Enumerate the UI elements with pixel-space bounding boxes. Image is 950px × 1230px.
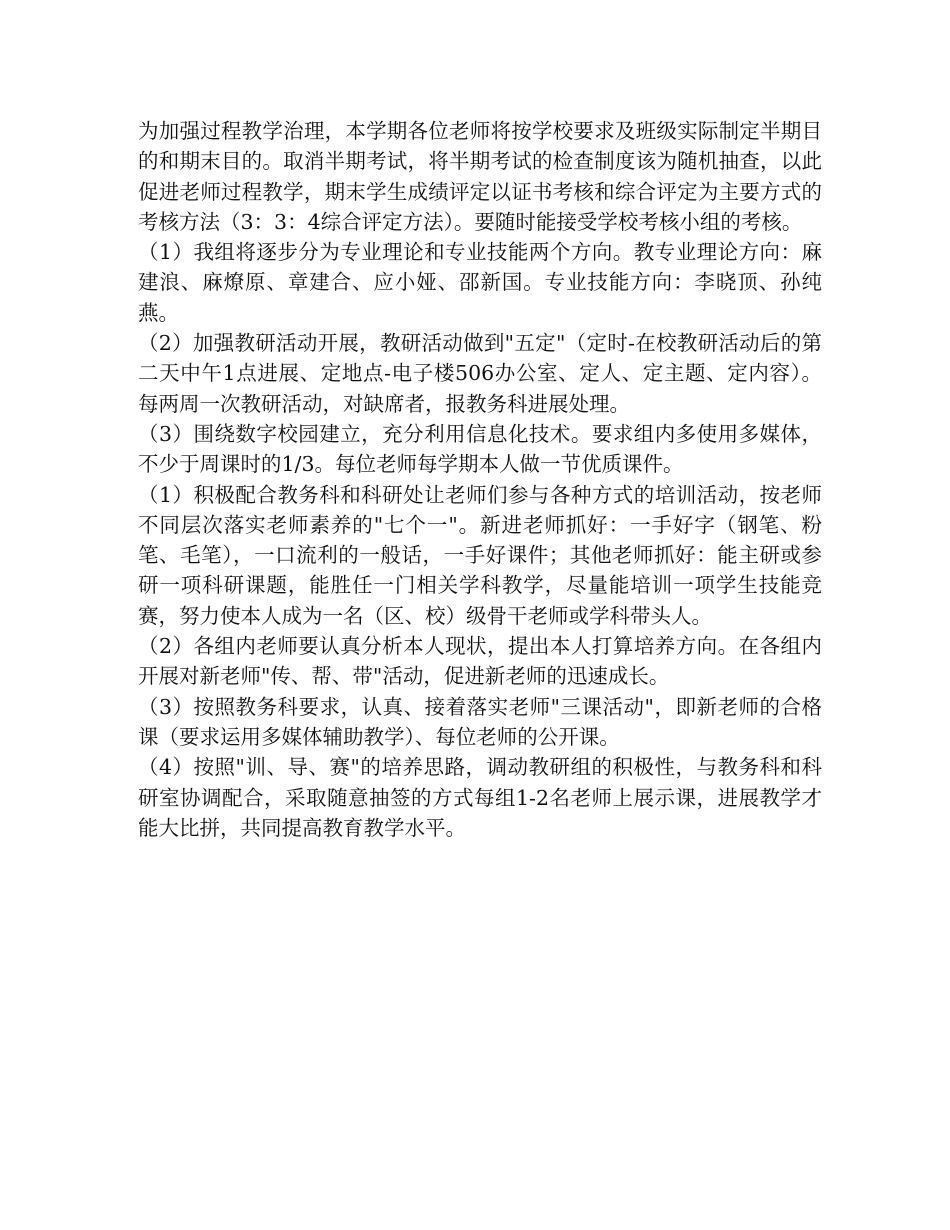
paragraph-item-3-digital-campus: （3）围绕数字校园建立，充分利用信息化技术。要求组内多使用多媒体，不少于周课时的1/3。每位老师每学期本人做一节优质课件。 — [138, 421, 822, 477]
paragraph-item-4-competition: （4）按照"训、导、赛"的培养思路，调动教研组的积极性，与教务科和科研室协调配合，采取随意抽签的方式每组1-2名老师上展示课，进展教学才能大比拼，共同提高教育教学水平。 — [138, 755, 822, 840]
paragraph-item-2-research-activity: （2）加强教研活动开展，教研活动做到"五定"（定时-在校教研活动后的第二天中午1点进展、定地点-电子楼506办公室、定人、定主题、定内容）。每两周一次教研活动，对缺席者，报教务科进展处理。 — [138, 331, 822, 416]
document-body — [138, 116, 822, 843]
paragraph-item-2-mentoring: （2）各组内老师要认真分析本人现状，提出本人打算培养方向。在各组内开展对新老师"传、帮、带"活动，促进新老师的迅速成长。 — [138, 634, 822, 689]
paragraph-item-1-training: （1）积极配合教务科和科研处让老师们参与各种方式的培训活动，按老师不同层次落实老师素养的"七个一"。新进老师抓好：一手好字（钢笔、粉笔、毛笔），一口流利的一般话，一手好课件；其他老师抓好：能主研或参研一项科研课题，能胜任一门相关学科教学，尽量能培训一项学生技能竞赛，努力使本人成为一名（区、校）级骨干老师或学科带头人。 — [138, 482, 822, 628]
paragraph-intro: 为加强过程教学治理，本学期各位老师将按学校要求及班级实际制定半期目的和期末目的。取消半期考试，将半期考试的检查制度该为随机抽查，以此促进老师过程教学，期末学生成绩评定以证书考核和综合评定为主要方式的考核方法（3：3：4综合评定方法）。要随时能接受学校考核小组的考核。 — [138, 119, 822, 234]
paragraph-item-1-directions: （1）我组将逐步分为专业理论和专业技能两个方向。教专业理论方向：麻建浪、麻燎原、章建合、应小娅、邵新国。专业技能方向：李晓顶、孙纯燕。 — [138, 240, 822, 325]
paragraph-item-3-three-lessons: （3）按照教务科要求，认真、接着落实老师"三课活动"，即新老师的合格课（要求运用多媒体辅助教学）、每位老师的公开课。 — [138, 694, 822, 749]
